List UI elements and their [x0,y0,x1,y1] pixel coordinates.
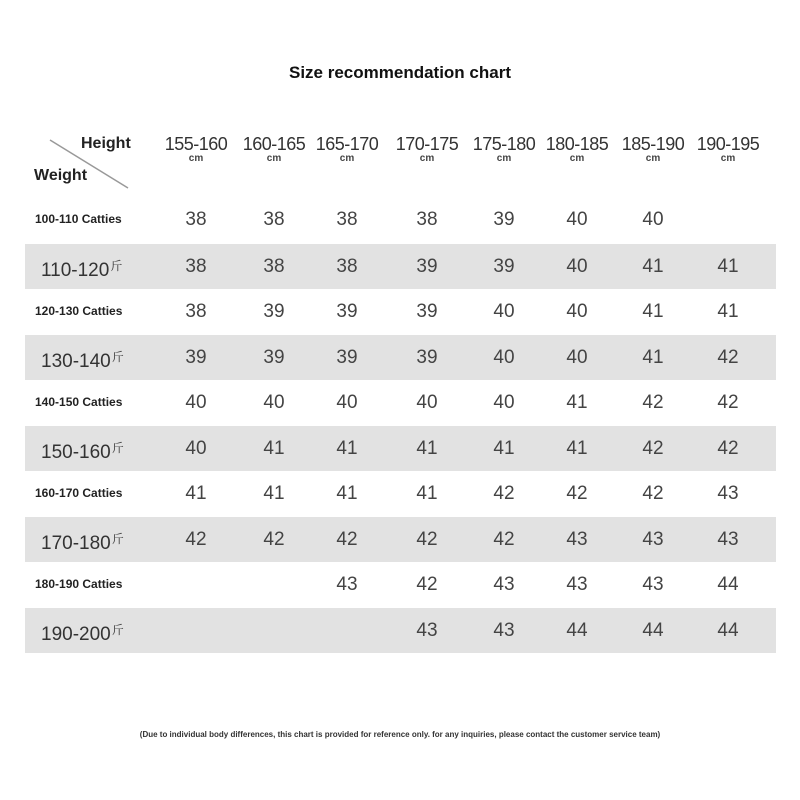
column-height-range: 190-195 [696,134,760,154]
row-weight-unit: 斤 [110,259,123,273]
table-row [25,335,776,380]
size-cell [244,608,304,653]
row-weight-range: 160-170 Catties [35,486,123,500]
row-weight-range: 100-110 Catties [35,212,122,226]
table-row [25,289,776,334]
column-unit: cm [720,153,736,164]
size-cell: 40 [566,301,588,322]
column-header [307,134,387,164]
size-cell: 39 [493,256,515,277]
row-weight-label [41,608,124,653]
size-cell: 39 [336,347,358,368]
table-row [25,562,776,607]
size-cell: 40 [493,392,515,413]
size-cell [166,562,226,607]
column-header [537,134,617,164]
row-weight-range: 130-140 [41,351,111,372]
size-cell: 40 [493,347,515,368]
size-cell: 44 [717,620,739,641]
row-weight-label [35,197,122,242]
size-cell: 44 [642,620,664,641]
size-cell: 42 [263,529,285,550]
size-cell: 43 [642,574,664,595]
column-header [464,134,544,164]
column-height-range: 170-175 [395,134,459,154]
size-cell: 43 [717,529,739,550]
size-cell: 38 [263,256,285,277]
table-row [25,380,776,425]
footnote: (Due to individual body differences, this chart is provided for reference only. for any inquiries, please contact the customer service team) [139,730,661,739]
height-axis-label: Height [81,135,131,152]
column-unit: cm [569,153,585,164]
size-cell: 41 [263,438,285,459]
size-cell: 38 [336,209,358,230]
size-cell [166,608,226,653]
size-cell: 38 [336,256,358,277]
size-cell: 38 [263,209,285,230]
weight-axis-label: Weight [34,167,88,184]
size-cell: 42 [493,529,515,550]
column-height-range: 165-170 [315,134,379,154]
size-cell: 41 [642,301,664,322]
size-cell: 40 [566,256,588,277]
row-weight-range: 170-180 [41,533,111,554]
row-weight-range: 140-150 Catties [35,395,123,409]
size-cell: 41 [336,483,358,504]
size-cell: 42 [717,438,739,459]
table-row [25,608,776,653]
size-cell: 41 [185,483,207,504]
size-cell: 43 [717,483,739,504]
size-cell: 43 [493,620,515,641]
size-cell: 41 [493,438,515,459]
row-weight-label [35,289,122,334]
column-height-range: 175-180 [472,134,536,154]
column-unit: cm [339,153,355,164]
column-header [688,134,768,164]
size-cell [698,197,758,242]
size-cell: 40 [566,209,588,230]
column-unit: cm [188,153,204,164]
column-unit: cm [419,153,435,164]
size-cell: 41 [566,438,588,459]
size-cell [244,562,304,607]
row-weight-label [41,244,122,289]
size-cell: 42 [642,483,664,504]
size-cell: 39 [416,256,438,277]
size-cell: 42 [717,347,739,368]
size-cell: 41 [642,347,664,368]
column-height-range: 160-165 [242,134,306,154]
size-cell: 41 [717,301,739,322]
size-cell: 44 [717,574,739,595]
row-weight-range: 180-190 Catties [35,577,123,591]
size-cell [317,608,377,653]
size-cell: 43 [642,529,664,550]
size-cell: 40 [493,301,515,322]
table-row [25,426,776,471]
row-weight-unit: 斤 [111,623,124,637]
size-cell: 40 [642,209,664,230]
column-header [613,134,693,164]
size-cell: 42 [336,529,358,550]
row-weight-range: 150-160 [41,442,111,463]
table-corner-header [28,130,158,196]
column-header [156,134,236,164]
size-cell: 42 [416,574,438,595]
size-cell: 41 [642,256,664,277]
size-cell: 41 [416,438,438,459]
size-cell: 40 [336,392,358,413]
column-header [234,134,314,164]
row-weight-range: 190-200 [41,624,111,645]
size-cell: 40 [185,392,207,413]
size-cell: 40 [263,392,285,413]
row-weight-label [41,335,124,380]
size-cell: 42 [416,529,438,550]
size-cell: 40 [566,347,588,368]
size-cell: 42 [185,529,207,550]
row-weight-label [41,426,124,471]
row-weight-range: 110-120 [41,260,110,281]
row-weight-label [35,471,122,516]
size-cell: 44 [566,620,588,641]
size-cell: 41 [566,392,588,413]
size-cell: 43 [566,529,588,550]
size-cell: 41 [336,438,358,459]
column-height-range: 180-185 [545,134,609,154]
column-unit: cm [266,153,282,164]
size-cell: 43 [336,574,358,595]
size-cell: 42 [493,483,515,504]
size-cell: 39 [493,209,515,230]
table-row [25,244,776,289]
size-cell: 38 [185,301,207,322]
size-cell: 41 [416,483,438,504]
page-title: Size recommendation chart [288,63,511,82]
size-cell: 42 [566,483,588,504]
size-cell: 38 [185,209,207,230]
size-cell: 40 [185,438,207,459]
size-cell: 41 [717,256,739,277]
size-cell: 38 [416,209,438,230]
column-height-range: 155-160 [164,134,228,154]
size-cell: 42 [717,392,739,413]
table-row [25,197,776,242]
size-cell: 39 [263,301,285,322]
column-header [387,134,467,164]
table-row [25,517,776,562]
size-cell: 43 [566,574,588,595]
size-cell: 38 [185,256,207,277]
row-weight-label [35,380,122,425]
row-weight-unit: 斤 [111,532,124,546]
size-cell: 39 [416,301,438,322]
row-weight-unit: 斤 [111,441,124,455]
size-cell: 42 [642,392,664,413]
size-cell: 42 [642,438,664,459]
size-cell: 43 [416,620,438,641]
row-weight-unit: 斤 [111,350,124,364]
size-cell: 43 [493,574,515,595]
row-weight-label [35,562,122,607]
size-cell: 41 [263,483,285,504]
column-unit: cm [645,153,661,164]
row-weight-label [41,517,124,562]
size-cell: 39 [336,301,358,322]
size-cell: 40 [416,392,438,413]
row-weight-range: 120-130 Catties [35,304,123,318]
table-row [25,471,776,516]
size-cell: 39 [185,347,207,368]
column-unit: cm [496,153,512,164]
column-height-range: 185-190 [621,134,685,154]
size-cell: 39 [263,347,285,368]
size-cell: 39 [416,347,438,368]
